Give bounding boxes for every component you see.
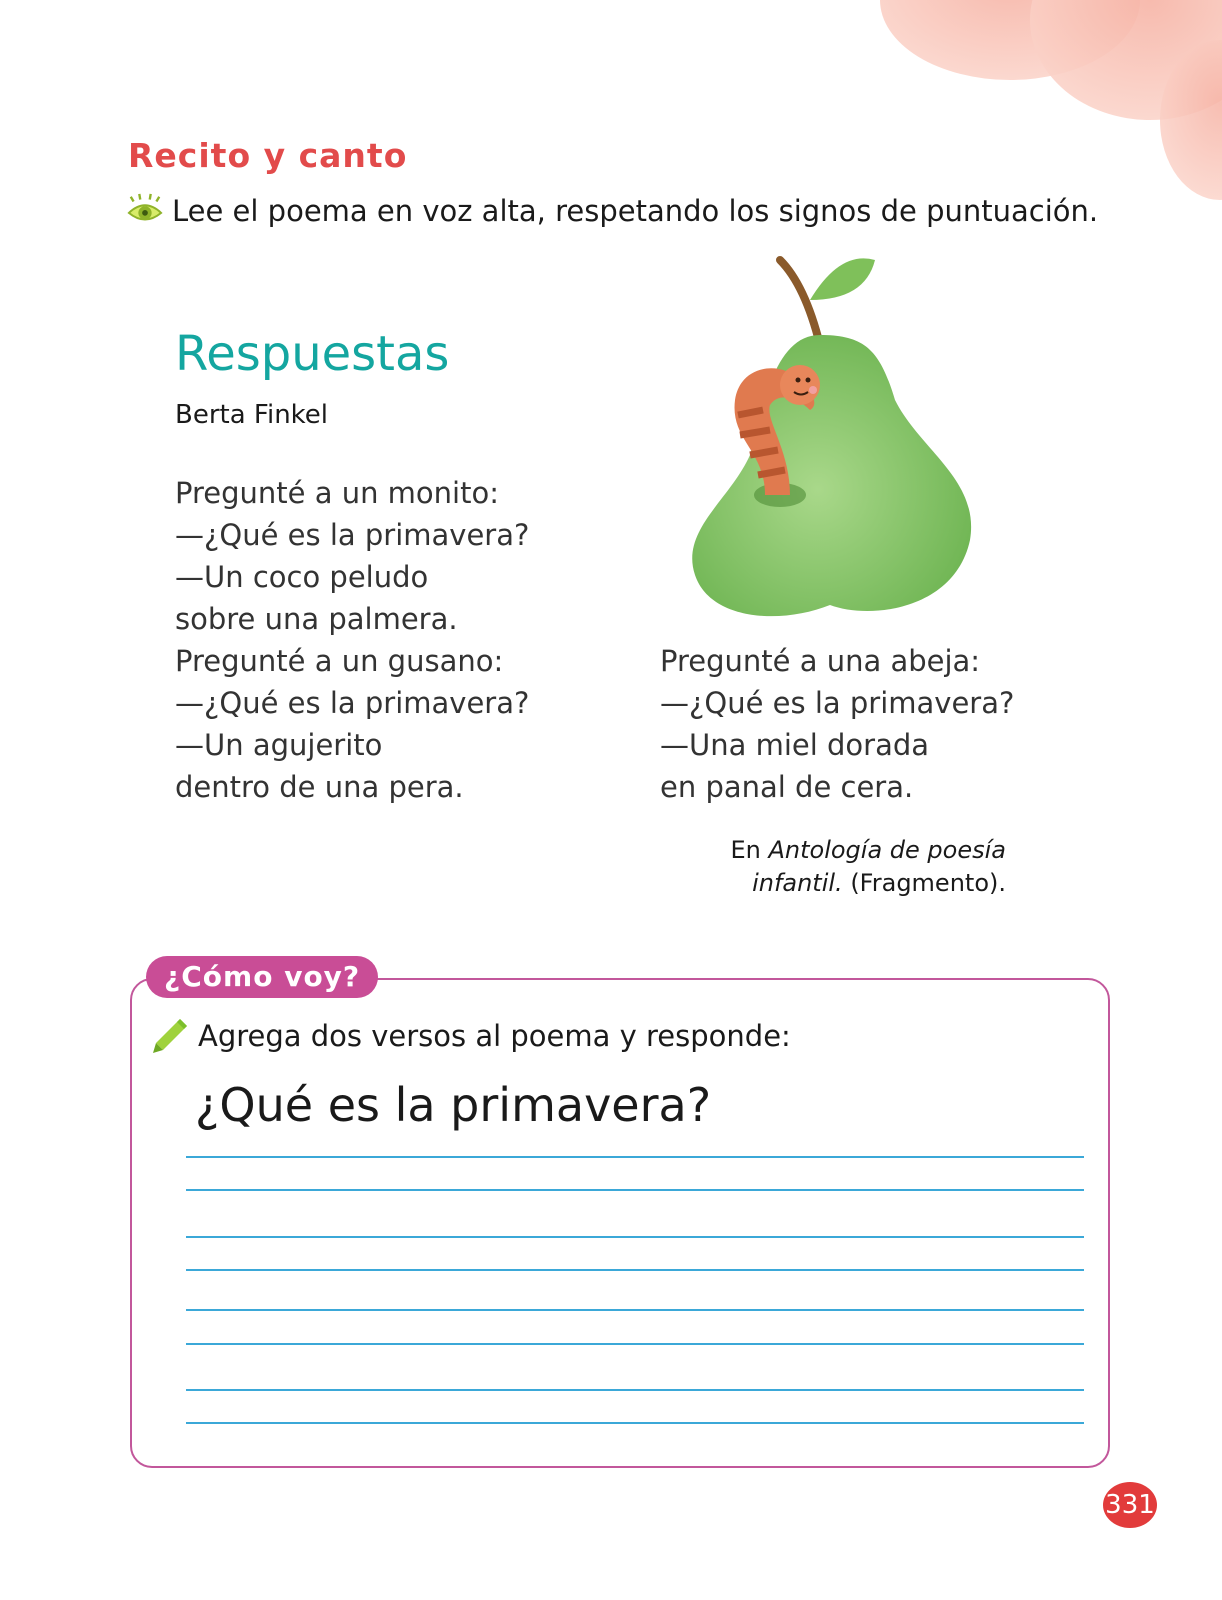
writing-line[interactable] — [186, 1389, 1084, 1391]
writing-line[interactable] — [186, 1236, 1084, 1238]
instruction-text: Lee el poema en voz alta, respetando los signos de puntuación. — [172, 194, 1099, 228]
pencil-icon — [150, 1016, 190, 1056]
pear-worm-illustration — [670, 240, 990, 630]
stanza-right — [660, 640, 1014, 808]
activity-tab-label: ¿Cómo voy? — [146, 956, 378, 998]
reading-instruction — [126, 192, 1098, 230]
writing-line[interactable] — [186, 1422, 1084, 1424]
poem-source — [640, 834, 1006, 900]
section-title: Recito y canto — [128, 136, 408, 175]
verse: —Una miel dorada — [660, 728, 930, 762]
verse: —¿Qué es la primavera? — [660, 686, 1015, 720]
verse: —Un coco peludo — [175, 560, 429, 594]
writing-line[interactable] — [186, 1343, 1084, 1345]
verse: —Un agujerito — [175, 728, 383, 762]
writing-line[interactable] — [186, 1309, 1084, 1311]
poem-author: Berta Finkel — [175, 400, 329, 430]
source-book-title-2: infantil. — [752, 869, 843, 897]
verse: —¿Qué es la primavera? — [175, 686, 530, 720]
verse: Pregunté a un monito: — [175, 476, 499, 510]
verse: en panal de cera. — [660, 770, 914, 804]
verse: —¿Qué es la primavera? — [175, 518, 530, 552]
activity-question: ¿Qué es la primavera? — [195, 1078, 712, 1132]
activity-instruction — [150, 1016, 791, 1056]
watercolor-cloud-decoration — [860, 0, 1222, 220]
writing-line[interactable] — [186, 1269, 1084, 1271]
verse: dentro de una pera. — [175, 770, 464, 804]
verse: Pregunté a un gusano: — [175, 644, 504, 678]
stanza-left — [175, 472, 529, 808]
poem-title: Respuestas — [175, 326, 450, 382]
verse: sobre una palmera. — [175, 602, 458, 636]
eye-icon — [126, 192, 164, 230]
source-suffix: (Fragmento). — [842, 869, 1006, 897]
activity-instruction-text: Agrega dos versos al poema y responde: — [198, 1019, 791, 1053]
page-number-badge: 331 — [1103, 1482, 1157, 1528]
source-prefix: En — [730, 836, 769, 864]
writing-line[interactable] — [186, 1189, 1084, 1191]
source-book-title-1: Antología de poesía — [768, 836, 1006, 864]
verse: Pregunté a una abeja: — [660, 644, 981, 678]
writing-line[interactable] — [186, 1156, 1084, 1158]
